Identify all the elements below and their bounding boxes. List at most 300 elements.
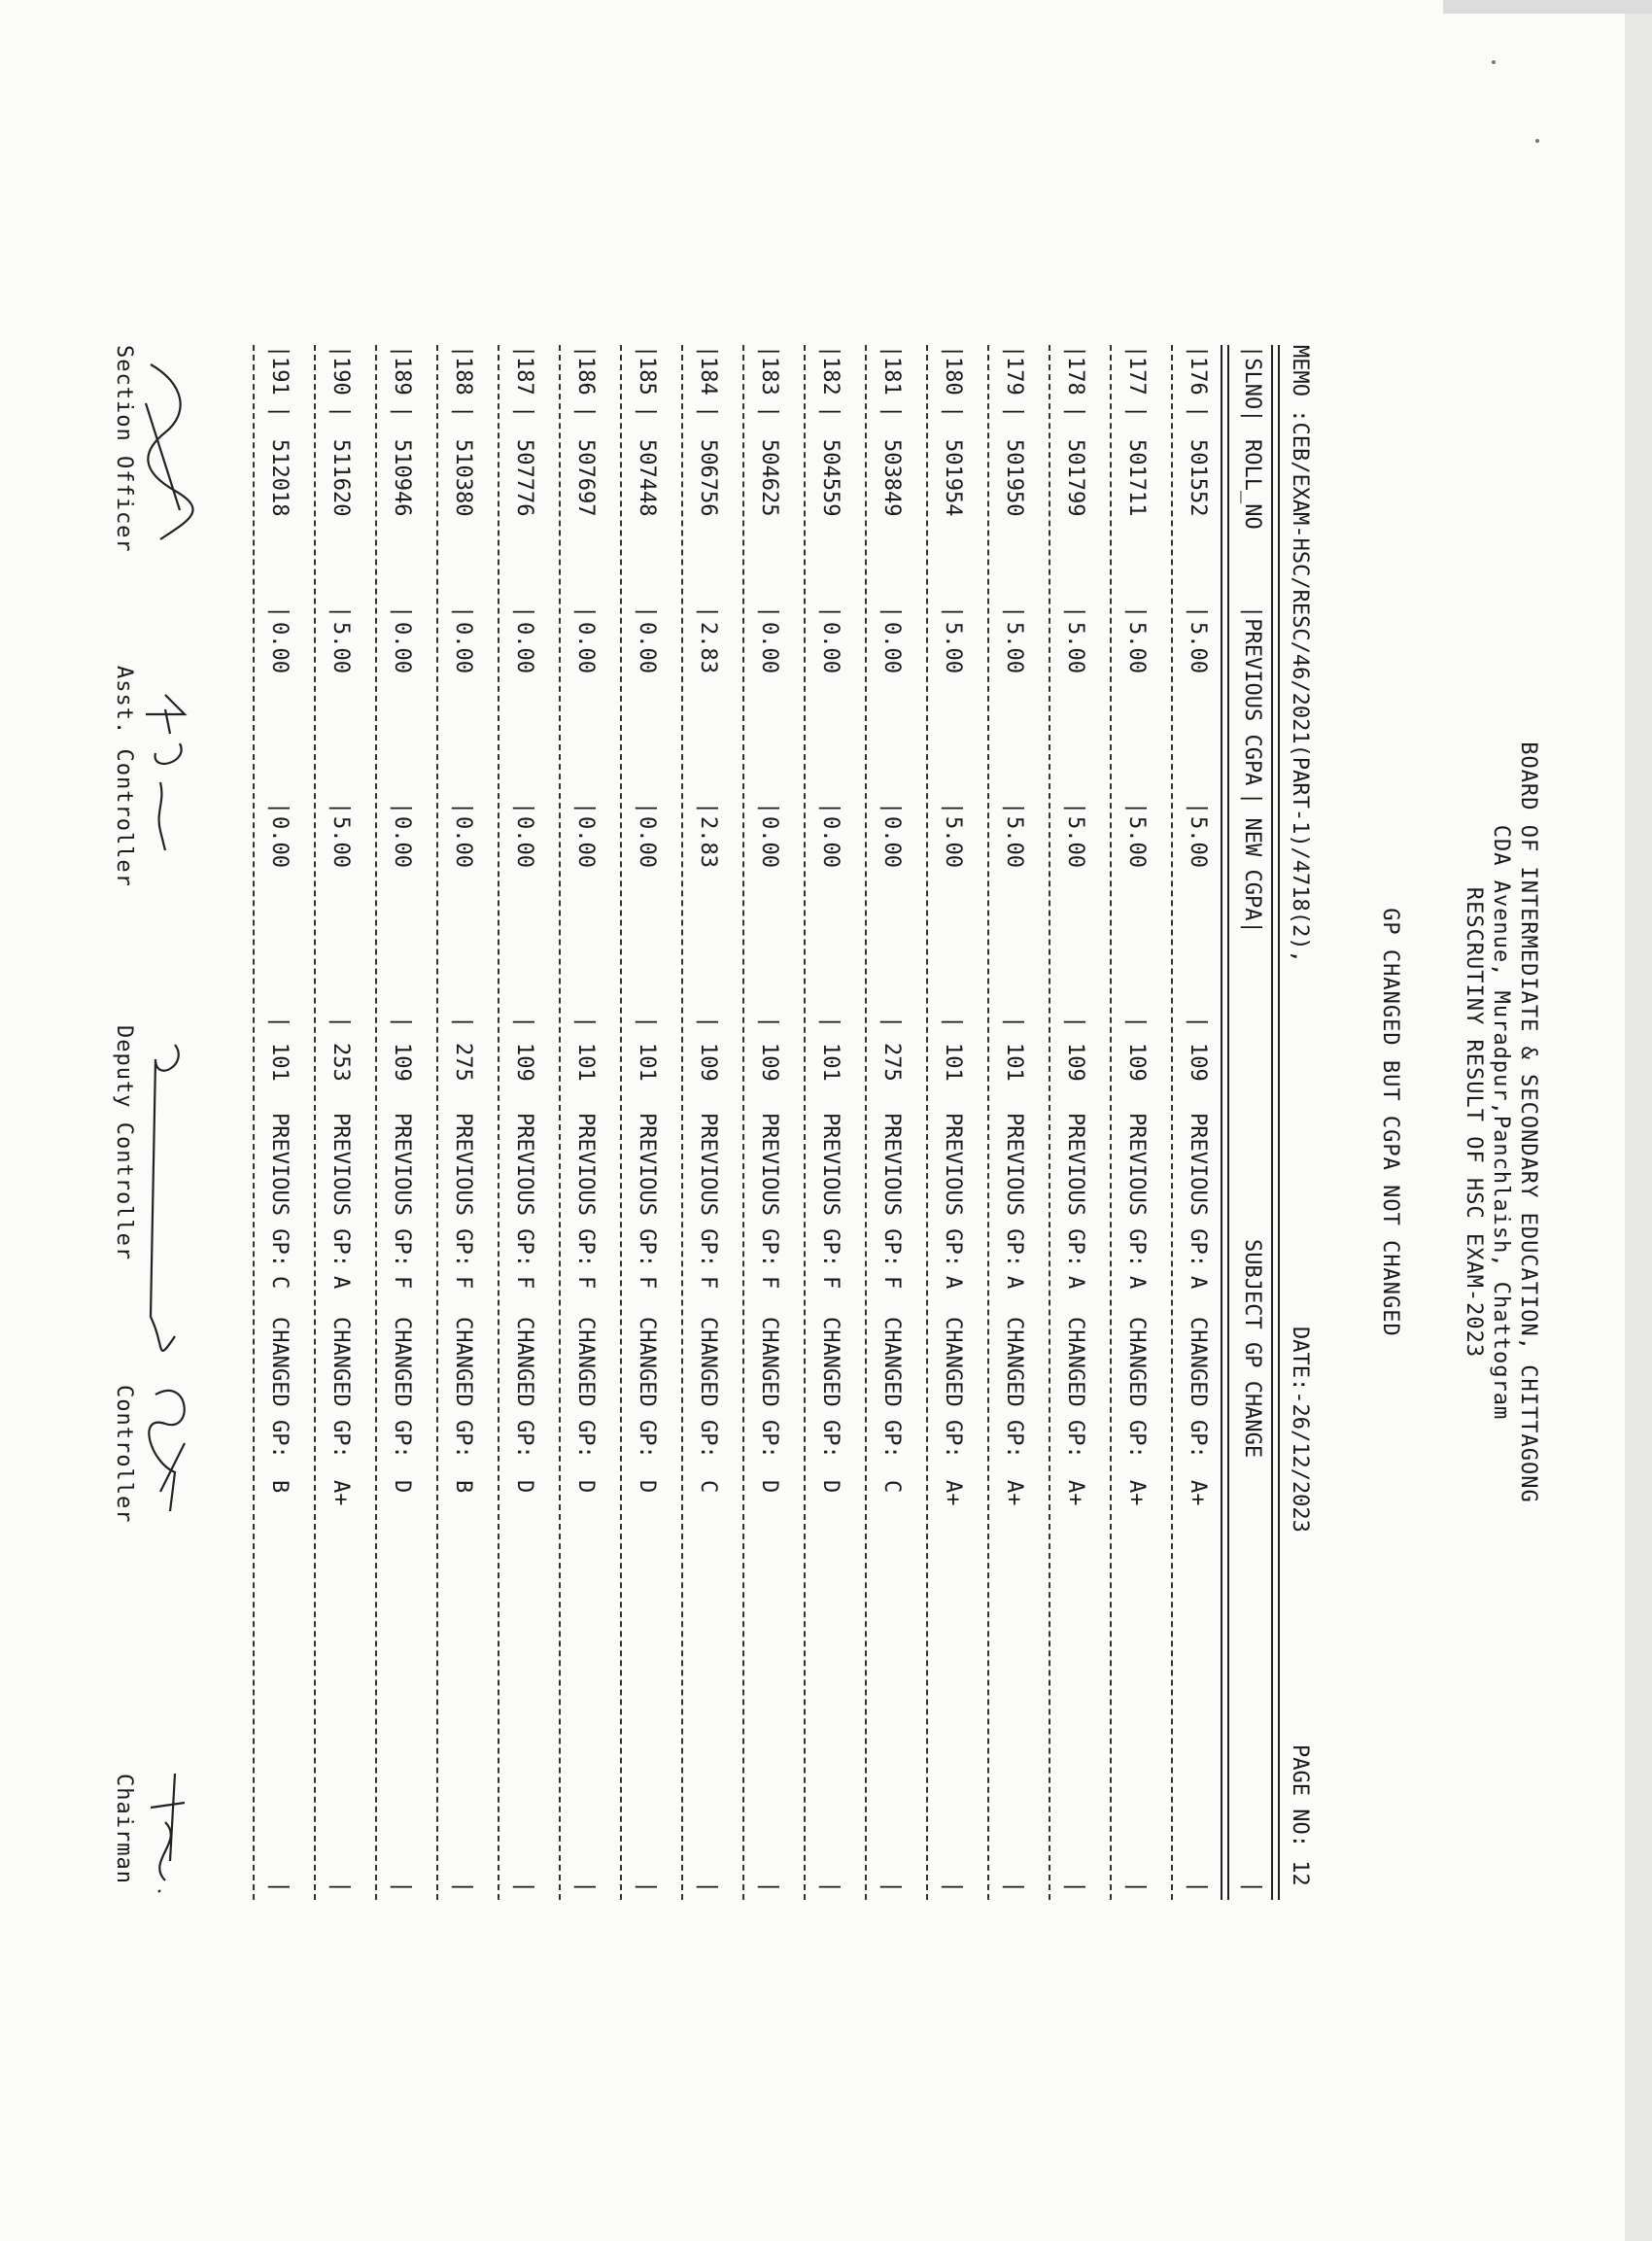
cell-previous-cgpa: 5.00 — [1186, 622, 1210, 673]
table-row — [689, 345, 728, 1900]
asst-controller-scribble — [146, 695, 185, 850]
cell-previous-cgpa: 5.00 — [328, 622, 353, 673]
cell-changed-gp-label: CHANGED GP: — [512, 1317, 536, 1459]
row-separator — [620, 345, 622, 1900]
row-left-bar: | — [879, 345, 904, 359]
row-bar: | — [1186, 802, 1210, 815]
row-bar: | — [941, 405, 965, 419]
row-bar: | — [328, 802, 353, 815]
cell-slno: 177 — [1124, 357, 1149, 396]
row-separator — [498, 345, 499, 1900]
cell-new-cgpa: 2.83 — [696, 816, 720, 868]
asst-controller-label: Asst. Controller — [112, 666, 136, 887]
row-separator — [559, 345, 561, 1900]
cell-subject-code: 101 — [635, 1043, 659, 1082]
row-bar: | — [1002, 1016, 1026, 1029]
cell-changed-gp-label: CHANGED GP: — [390, 1317, 414, 1459]
row-left-bar: | — [390, 345, 414, 359]
cell-previous-cgpa: 0.00 — [818, 622, 843, 673]
row-bar: | — [1002, 405, 1026, 419]
cell-changed-gp: D — [390, 1480, 414, 1494]
cell-roll-no: 512018 — [267, 439, 292, 517]
cell-previous-cgpa: 0.00 — [757, 622, 781, 673]
row-bar: | — [1063, 802, 1087, 815]
report-title: RESCRUTINY RESULT OF HSC EXAM-2023 — [1462, 886, 1486, 1359]
cell-new-cgpa: 5.00 — [328, 816, 353, 868]
cell-changed-gp-label: CHANGED GP: — [879, 1317, 904, 1459]
cell-changed-gp-label: CHANGED GP: — [1002, 1317, 1026, 1459]
row-right-bar: | — [818, 1880, 843, 1894]
header-bottom-rule — [1221, 345, 1229, 1900]
chairman-label: Chairman — [112, 1774, 136, 1884]
cell-new-cgpa: 0.00 — [635, 816, 659, 868]
row-bar: | — [512, 802, 536, 815]
cell-new-cgpa: 5.00 — [1186, 816, 1210, 868]
table-row — [505, 345, 544, 1900]
header-subject-gp-change: SUBJECT GP CHANGE — [1240, 1239, 1264, 1459]
cell-changed-gp: B — [451, 1480, 475, 1494]
row-left-bar: | — [1063, 345, 1087, 359]
table-row — [1118, 345, 1156, 1900]
cell-changed-gp: A+ — [941, 1480, 965, 1506]
row-bar: | — [635, 605, 659, 619]
cell-previous-gp-label: PREVIOUS GP: — [267, 1113, 292, 1267]
row-left-bar: | — [1186, 345, 1210, 359]
signature-block — [78, 345, 136, 1900]
cell-changed-gp-label: CHANGED GP: — [1124, 1317, 1149, 1459]
row-bar: | — [941, 605, 965, 619]
cell-previous-cgpa: 0.00 — [573, 622, 598, 673]
cell-changed-gp-label: CHANGED GP: — [451, 1317, 475, 1459]
row-bar: | — [1002, 802, 1026, 815]
table-row — [1179, 345, 1218, 1900]
row-right-bar: | — [635, 1880, 659, 1894]
table-row — [383, 345, 422, 1900]
cell-slno: 181 — [879, 357, 904, 396]
cell-previous-cgpa: 0.00 — [390, 622, 414, 673]
board-title: BOARD OF INTERMEDIATE & SECONDARY EDUCATION, CHITTAGONG — [1516, 741, 1540, 1503]
cell-changed-gp: C — [879, 1480, 904, 1494]
table-row — [260, 345, 299, 1900]
row-bar: | — [879, 1016, 904, 1029]
deputy-controller-scribble — [151, 1045, 179, 1351]
row-bar: | — [757, 605, 781, 619]
cell-previous-gp: F — [757, 1276, 781, 1290]
deputy-controller-signature — [112, 1025, 136, 1260]
cell-subject-code: 275 — [451, 1043, 475, 1082]
cell-slno: 191 — [267, 357, 292, 396]
cell-previous-cgpa: 0.00 — [879, 622, 904, 673]
row-bar: | — [267, 605, 292, 619]
cell-subject-code: 275 — [879, 1043, 904, 1082]
cell-roll-no: 501552 — [1186, 439, 1210, 517]
cell-slno: 179 — [1002, 357, 1026, 396]
row-bar: | — [696, 802, 720, 815]
row-bar: | — [328, 405, 353, 419]
row-left-bar: | — [1002, 345, 1026, 359]
row-separator — [742, 345, 744, 1900]
row-bar: | — [267, 1016, 292, 1029]
table-row — [567, 345, 605, 1900]
section-officer-signature — [112, 345, 136, 553]
row-separator — [375, 345, 377, 1900]
cell-new-cgpa: 0.00 — [757, 816, 781, 868]
scan-speck — [1535, 139, 1539, 143]
row-right-bar: | — [757, 1880, 781, 1894]
cell-previous-gp: F — [451, 1276, 475, 1290]
cell-previous-gp: A — [328, 1276, 353, 1290]
row-bar: | — [1124, 605, 1149, 619]
cell-roll-no: 501799 — [1063, 439, 1087, 517]
row-bar: | — [635, 405, 659, 419]
cell-previous-gp-label: PREVIOUS GP: — [879, 1113, 904, 1267]
cell-previous-gp: C — [267, 1276, 292, 1290]
row-bar: | — [390, 802, 414, 815]
controller-label: Controller — [112, 1385, 136, 1524]
row-separator — [681, 345, 683, 1900]
table-row — [934, 345, 973, 1900]
row-bar: | — [696, 605, 720, 619]
row-bar: | — [818, 802, 843, 815]
row-bar: | — [573, 1016, 598, 1029]
cell-changed-gp-label: CHANGED GP: — [757, 1317, 781, 1459]
cell-changed-gp: D — [635, 1480, 659, 1494]
cell-previous-gp: F — [818, 1276, 843, 1290]
row-left-bar: | — [512, 345, 536, 359]
cell-subject-code: 101 — [573, 1043, 598, 1082]
cell-subject-code: 101 — [941, 1043, 965, 1082]
cell-previous-gp-label: PREVIOUS GP: — [390, 1113, 414, 1267]
handwritten-signatures — [136, 345, 194, 1900]
cell-previous-gp: A — [941, 1276, 965, 1290]
cell-previous-gp-label: PREVIOUS GP: — [573, 1113, 598, 1267]
row-bar: | — [635, 802, 659, 815]
cell-previous-gp: F — [512, 1276, 536, 1290]
cell-subject-code: 109 — [757, 1043, 781, 1082]
row-separator — [1110, 345, 1112, 1900]
cell-slno: 183 — [757, 357, 781, 396]
row-bar: | — [757, 1016, 781, 1029]
cell-new-cgpa: 0.00 — [573, 816, 598, 868]
row-left-bar: | — [941, 345, 965, 359]
cell-roll-no: 507697 — [573, 439, 598, 517]
section-officer-label: Section Officer — [112, 345, 136, 553]
row-separator — [1049, 345, 1050, 1900]
cell-roll-no: 504625 — [757, 439, 781, 517]
memo-date: DATE:-26/12/2023 — [1288, 1327, 1312, 1533]
cell-previous-gp: F — [573, 1276, 598, 1290]
cell-changed-gp: A+ — [1002, 1480, 1026, 1506]
cell-roll-no: 501954 — [941, 439, 965, 517]
cell-changed-gp-label: CHANGED GP: — [818, 1317, 843, 1459]
row-bar: | — [1124, 405, 1149, 419]
cell-roll-no: 503849 — [879, 439, 904, 517]
cell-slno: 185 — [635, 357, 659, 396]
cell-changed-gp: A+ — [328, 1480, 353, 1506]
cell-changed-gp-label: CHANGED GP: — [573, 1317, 598, 1459]
row-bar: | — [1186, 405, 1210, 419]
cell-previous-gp-label: PREVIOUS GP: — [696, 1113, 720, 1267]
cell-changed-gp: D — [573, 1480, 598, 1494]
cell-roll-no: 506756 — [696, 439, 720, 517]
row-left-bar: | — [1124, 345, 1149, 359]
cell-changed-gp: A+ — [1063, 1480, 1087, 1506]
row-bar: | — [512, 405, 536, 419]
cell-subject-code: 109 — [1124, 1043, 1149, 1082]
row-bar: | — [818, 605, 843, 619]
cell-new-cgpa: 0.00 — [267, 816, 292, 868]
cell-slno: 182 — [818, 357, 843, 396]
report-subtitle: GP CHANGED BUT CGPA NOT CHANGED — [1378, 908, 1402, 1337]
row-separator — [865, 345, 867, 1900]
row-left-bar: | — [696, 345, 720, 359]
row-bar: | — [696, 405, 720, 419]
row-bar: | — [818, 405, 843, 419]
table-row — [750, 345, 789, 1900]
row-right-bar: | — [1186, 1880, 1210, 1894]
row-separator — [436, 345, 438, 1900]
row-bar: | — [512, 605, 536, 619]
cell-previous-cgpa: 2.83 — [696, 622, 720, 673]
header-new-cgpa: | NEW CGPA| — [1240, 792, 1264, 934]
row-left-bar: | — [328, 345, 353, 359]
row-bar: | — [390, 1016, 414, 1029]
cell-previous-gp-label: PREVIOUS GP: — [635, 1113, 659, 1267]
row-separator — [926, 345, 928, 1900]
cell-previous-gp: A — [1063, 1276, 1087, 1290]
cell-slno: 184 — [696, 357, 720, 396]
cell-previous-gp: F — [696, 1276, 720, 1290]
row-bar: | — [328, 1016, 353, 1029]
row-left-bar: | — [451, 345, 475, 359]
row-bar: | — [390, 605, 414, 619]
table-row — [995, 345, 1034, 1900]
row-bar: | — [1124, 1016, 1149, 1029]
row-right-bar: | — [451, 1880, 475, 1894]
row-right-bar: | — [573, 1880, 598, 1894]
cell-slno: 186 — [573, 357, 598, 396]
header-end-bar: | — [1240, 1880, 1264, 1894]
row-right-bar: | — [328, 1880, 353, 1894]
row-bar: | — [879, 802, 904, 815]
cell-subject-code: 109 — [512, 1043, 536, 1082]
deputy-controller-label: Deputy Controller — [112, 1025, 136, 1261]
row-bar: | — [1186, 1016, 1210, 1029]
cell-new-cgpa: 5.00 — [1002, 816, 1026, 868]
row-bar: | — [390, 405, 414, 419]
cell-subject-code: 109 — [1186, 1043, 1210, 1082]
row-bar: | — [573, 802, 598, 815]
cell-subject-code: 109 — [696, 1043, 720, 1082]
cell-previous-gp: A — [1002, 1276, 1026, 1290]
scan-speck — [1492, 60, 1496, 64]
memo-number: MEMO :CEB/EXAM-HSC/RESC/46/2021(PART-1)/4718(2), — [1288, 345, 1312, 963]
row-right-bar: | — [267, 1880, 292, 1894]
cell-changed-gp-label: CHANGED GP: — [941, 1317, 965, 1459]
table-row — [873, 345, 912, 1900]
row-bar: | — [879, 405, 904, 419]
section-officer-scribble — [146, 364, 193, 539]
cell-new-cgpa: 0.00 — [818, 816, 843, 868]
cell-previous-gp-label: PREVIOUS GP: — [757, 1113, 781, 1267]
cell-roll-no: 504559 — [818, 439, 843, 517]
cell-roll-no: 501950 — [1002, 439, 1026, 517]
cell-roll-no: 511620 — [328, 439, 353, 517]
cell-subject-code: 109 — [1063, 1043, 1087, 1082]
scan-border-mark — [1443, 0, 1652, 14]
cell-new-cgpa: 5.00 — [1063, 816, 1087, 868]
row-bar: | — [451, 802, 475, 815]
page-edge-shadow — [1625, 0, 1652, 2241]
cell-roll-no: 501711 — [1124, 439, 1149, 517]
row-right-bar: | — [1063, 1880, 1087, 1894]
page-number: PAGE NO: 12 — [1288, 1744, 1312, 1886]
cell-previous-gp: A — [1186, 1276, 1210, 1290]
row-bar: | — [267, 802, 292, 815]
cell-subject-code: 253 — [328, 1043, 353, 1082]
cell-changed-gp-label: CHANGED GP: — [696, 1317, 720, 1459]
row-separator — [987, 345, 989, 1900]
asst-controller-signature — [112, 666, 136, 887]
cell-previous-cgpa: 0.00 — [267, 622, 292, 673]
row-bar: | — [451, 405, 475, 419]
cell-changed-gp-label: CHANGED GP: — [328, 1317, 353, 1459]
table-row — [628, 345, 667, 1900]
cell-new-cgpa: 0.00 — [512, 816, 536, 868]
cell-new-cgpa: 5.00 — [1124, 816, 1149, 868]
row-bar: | — [1063, 405, 1087, 419]
cell-previous-gp: F — [879, 1276, 904, 1290]
table-header-row — [1233, 345, 1272, 1900]
row-bar: | — [879, 605, 904, 619]
cell-previous-gp: A — [1124, 1276, 1149, 1290]
cell-new-cgpa: 0.00 — [390, 816, 414, 868]
cell-previous-gp-label: PREVIOUS GP: — [941, 1113, 965, 1267]
row-separator — [314, 345, 316, 1900]
cell-changed-gp: A+ — [1186, 1480, 1210, 1506]
row-bar: | — [451, 605, 475, 619]
cell-previous-gp-label: PREVIOUS GP: — [328, 1113, 353, 1267]
cell-changed-gp: D — [818, 1480, 843, 1494]
cell-changed-gp: A+ — [1124, 1480, 1149, 1506]
cell-previous-gp-label: PREVIOUS GP: — [1124, 1113, 1149, 1267]
row-right-bar: | — [879, 1880, 904, 1894]
row-bar: | — [451, 1016, 475, 1029]
cell-previous-gp-label: PREVIOUS GP: — [512, 1113, 536, 1267]
row-left-bar: | — [635, 345, 659, 359]
row-bar: | — [941, 802, 965, 815]
table-row — [1056, 345, 1095, 1900]
cell-subject-code: 101 — [1002, 1043, 1026, 1082]
chairman-scribble — [151, 1774, 185, 1892]
cell-previous-cgpa: 5.00 — [1002, 622, 1026, 673]
cell-slno: 189 — [390, 357, 414, 396]
table-row — [444, 345, 483, 1900]
rotated-document — [53, 345, 1550, 1900]
row-right-bar: | — [696, 1880, 720, 1894]
cell-new-cgpa: 0.00 — [879, 816, 904, 868]
table-row — [322, 345, 361, 1900]
row-left-bar: | — [573, 345, 598, 359]
row-bar: | — [328, 605, 353, 619]
cell-changed-gp: D — [512, 1480, 536, 1494]
row-right-bar: | — [390, 1880, 414, 1894]
cell-slno: 190 — [328, 357, 353, 396]
cell-roll-no: 510946 — [390, 439, 414, 517]
cell-previous-cgpa: 0.00 — [451, 622, 475, 673]
row-bar: | — [267, 405, 292, 419]
cell-previous-gp-label: PREVIOUS GP: — [1063, 1113, 1087, 1267]
row-right-bar: | — [1124, 1880, 1149, 1894]
cell-previous-gp-label: PREVIOUS GP: — [1002, 1113, 1026, 1267]
row-bar: | — [1186, 605, 1210, 619]
row-left-bar: | — [267, 345, 292, 359]
row-bar: | — [573, 605, 598, 619]
header-previous-cgpa: |PREVIOUS CGPA — [1240, 605, 1264, 786]
row-bar: | — [757, 405, 781, 419]
header-slno: |SLNO| — [1240, 345, 1264, 423]
cell-changed-gp: D — [757, 1480, 781, 1494]
cell-changed-gp: B — [267, 1480, 292, 1494]
row-bar: | — [1124, 802, 1149, 815]
cell-subject-code: 109 — [390, 1043, 414, 1082]
cell-previous-cgpa: 5.00 — [1063, 622, 1087, 673]
row-separator — [804, 345, 806, 1900]
cell-slno: 188 — [451, 357, 475, 396]
cell-slno: 178 — [1063, 357, 1087, 396]
cell-slno: 187 — [512, 357, 536, 396]
row-bar: | — [1063, 605, 1087, 619]
row-bar: | — [696, 1016, 720, 1029]
cell-roll-no: 507448 — [635, 439, 659, 517]
cell-subject-code: 101 — [818, 1043, 843, 1082]
cell-previous-gp-label: PREVIOUS GP: — [1186, 1113, 1210, 1267]
row-bar: | — [573, 405, 598, 419]
cell-changed-gp-label: CHANGED GP: — [267, 1317, 292, 1459]
table-top-rule — [1271, 345, 1280, 1900]
table-row — [811, 345, 850, 1900]
row-bar: | — [818, 1016, 843, 1029]
board-address: CDA Avenue, Muradpur,Panchlaish, Chattogram — [1489, 824, 1513, 1421]
cell-previous-cgpa: 5.00 — [941, 622, 965, 673]
cell-previous-cgpa: 5.00 — [1124, 622, 1149, 673]
row-right-bar: | — [1002, 1880, 1026, 1894]
controller-signature — [112, 1385, 136, 1523]
cell-changed-gp: C — [696, 1480, 720, 1494]
cell-previous-gp: F — [635, 1276, 659, 1290]
cell-slno: 176 — [1186, 357, 1210, 396]
header-roll-no: ROLL_NO — [1240, 439, 1264, 530]
cell-previous-gp-label: PREVIOUS GP: — [451, 1113, 475, 1267]
row-right-bar: | — [512, 1880, 536, 1894]
cell-changed-gp-label: CHANGED GP: — [1063, 1317, 1087, 1459]
cell-changed-gp-label: CHANGED GP: — [635, 1317, 659, 1459]
chairman-signature — [112, 1774, 136, 1884]
cell-slno: 180 — [941, 357, 965, 396]
cell-previous-gp: F — [390, 1276, 414, 1290]
cell-new-cgpa: 0.00 — [451, 816, 475, 868]
cell-previous-cgpa: 0.00 — [635, 622, 659, 673]
cell-new-cgpa: 5.00 — [941, 816, 965, 868]
row-bar: | — [1063, 1016, 1087, 1029]
row-right-bar: | — [941, 1880, 965, 1894]
cell-subject-code: 101 — [267, 1043, 292, 1082]
row-left-bar: | — [818, 345, 843, 359]
row-bar: | — [941, 1016, 965, 1029]
row-bar: | — [757, 802, 781, 815]
row-separator — [253, 345, 255, 1900]
cell-roll-no: 510380 — [451, 439, 475, 517]
